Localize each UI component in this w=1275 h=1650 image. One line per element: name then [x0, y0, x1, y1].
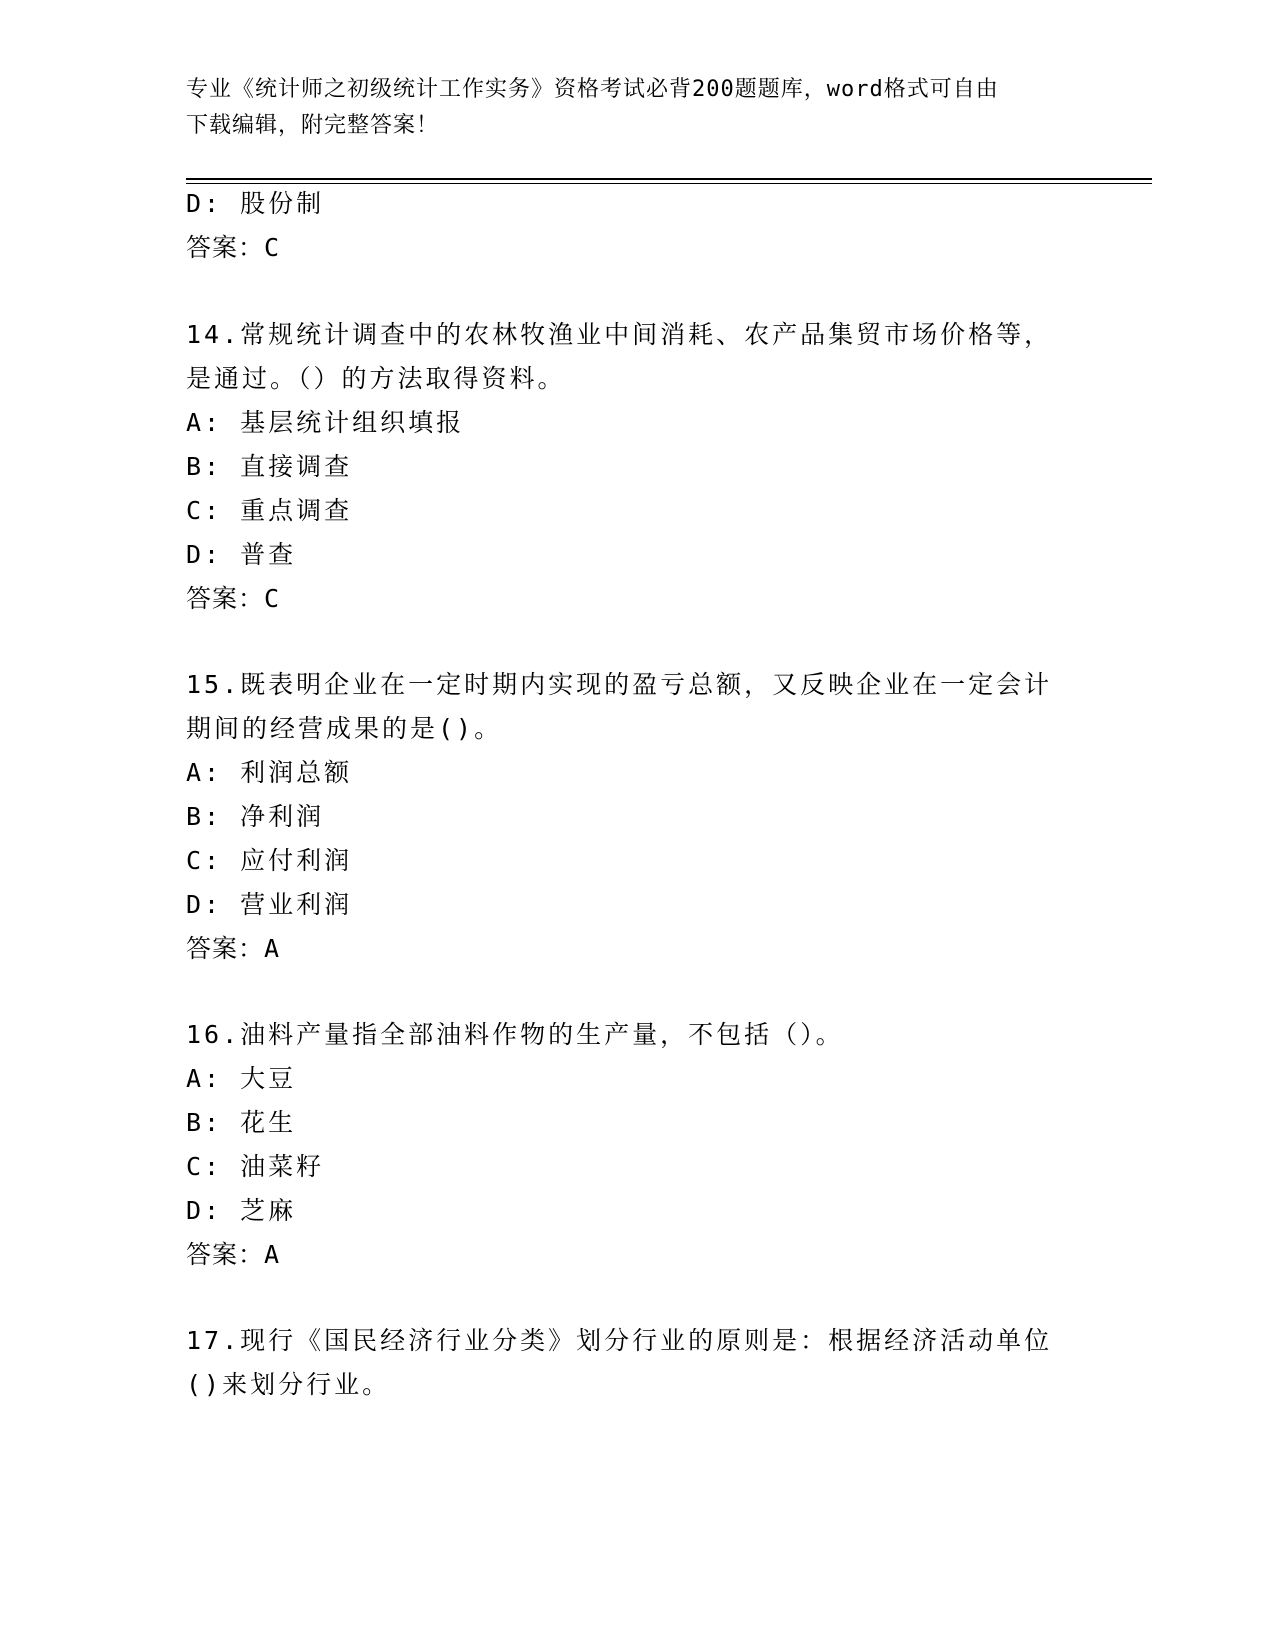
option-b: B: 直接调查 [186, 452, 353, 481]
question-stem: 17.现行《国民经济行业分类》划分行业的原则是：根据经济活动单位 [186, 1326, 1053, 1355]
answer: 答案：C [186, 233, 281, 262]
question-stem: 15.既表明企业在一定时期内实现的盈亏总额，又反映企业在一定会计 [186, 670, 1053, 699]
question-stem: 16.油料产量指全部油料作物的生产量，不包括（）。 [186, 1020, 844, 1049]
option-d: D: 股份制 [186, 189, 325, 218]
header-rule-thin [186, 183, 1152, 184]
option-a: A: 利润总额 [186, 758, 353, 787]
answer: 答案：A [186, 1240, 281, 1269]
document-header [186, 72, 1086, 144]
header-rule [186, 178, 1152, 180]
option-c: C: 重点调查 [186, 496, 353, 525]
question-stem: ()来划分行业。 [186, 1370, 391, 1399]
option-d: D: 芝麻 [186, 1196, 297, 1225]
question-stem: 14.常规统计调查中的农林牧渔业中间消耗、农产品集贸市场价格等， [186, 320, 1053, 349]
option-a: A: 基层统计组织填报 [186, 408, 465, 437]
answer: 答案：A [186, 934, 281, 963]
option-c: C: 油菜籽 [186, 1152, 325, 1181]
question-stem: 期间的经营成果的是()。 [186, 714, 503, 743]
option-b: B: 净利润 [186, 802, 325, 831]
header-line-2: 下载编辑，附完整答案！ [186, 113, 440, 138]
option-d: D: 营业利润 [186, 890, 353, 919]
question-stem: 是通过。（）的方法取得资料。 [186, 364, 566, 393]
option-b: B: 花生 [186, 1108, 297, 1137]
option-d: D: 普查 [186, 540, 297, 569]
option-c: C: 应付利润 [186, 846, 353, 875]
option-a: A: 大豆 [186, 1064, 297, 1093]
answer: 答案：C [186, 584, 281, 613]
header-line-1: 专业《统计师之初级统计工作实务》资格考试必背200题题库，word格式可自由 [186, 77, 999, 102]
